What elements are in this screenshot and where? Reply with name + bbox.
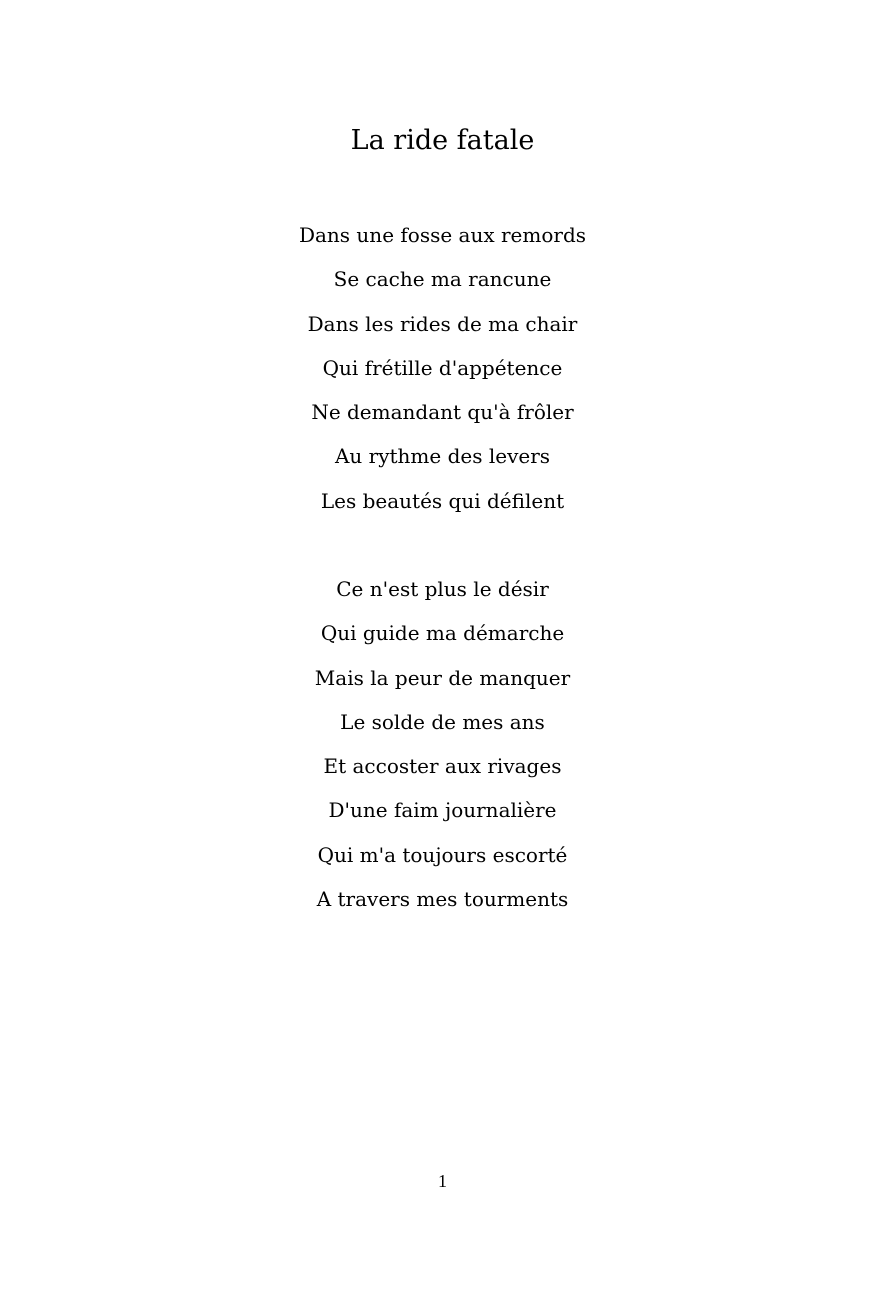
verse-line: A travers mes tourments: [316, 887, 569, 912]
stanza-1: [0, 213, 885, 523]
page-number: 1: [438, 1171, 447, 1191]
verse-line: Et accoster aux rivages: [323, 754, 562, 779]
verse-line: Au rythme des levers: [334, 444, 551, 469]
verse-line: D'une faim journalière: [328, 798, 557, 823]
verse-line: Qui guide ma démarche: [320, 621, 565, 646]
verse-line: Le solde de mes ans: [340, 709, 545, 734]
verse-line: Les beautés qui défilent: [320, 488, 565, 513]
verse-line: Qui frétille d'appétence: [322, 355, 563, 380]
verse-line: Ne demandant qu'à frôler: [311, 400, 574, 425]
verse-line: Ce n'est plus le désir: [336, 577, 549, 601]
verse-line: Mais la peur de manquer: [314, 665, 571, 690]
verse-line: Dans une fosse aux remords: [298, 223, 587, 247]
stanza-2: [0, 567, 885, 921]
verse-line: Se cache ma rancune: [333, 267, 552, 292]
verse-line: Dans les rides de ma chair: [307, 311, 578, 336]
poem-title: La ride fatale: [350, 125, 535, 156]
verse-line: Qui m'a toujours escorté: [317, 842, 568, 867]
